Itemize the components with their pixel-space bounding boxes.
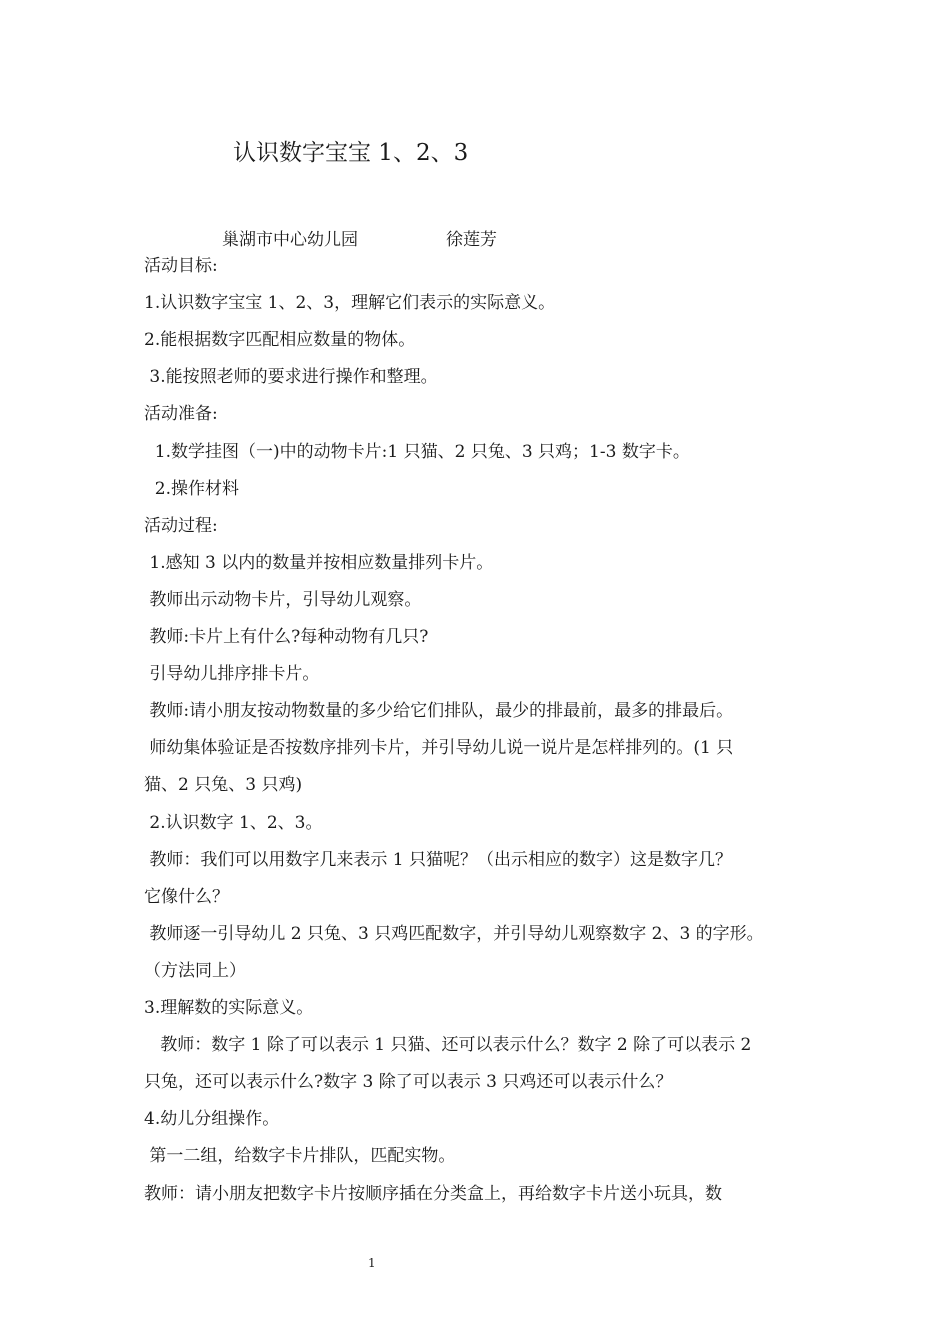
body-line: 活动过程: [144, 516, 218, 536]
body-line: 1.数学挂图（一)中的动物卡片:1 只猫、2 只兔、3 只鸡；1-3 数字卡。 [144, 442, 690, 462]
body-line: 教师:请小朋友按动物数量的多少给它们排队，最少的排最前，最多的排最后。 [144, 701, 734, 721]
body-line: 教师逐一引导幼儿 2 只兔、3 只鸡匹配数字，并引导幼儿观察数字 2、3 的字形。 [144, 924, 764, 944]
body-line: 3.能按照老师的要求进行操作和整理。 [144, 367, 438, 387]
body-line: 活动目标: [144, 256, 218, 276]
body-line: 3.理解数的实际意义。 [144, 998, 314, 1018]
body-line: 教师:卡片上有什么?每种动物有几只? [144, 627, 429, 647]
body-line: 第一二组，给数字卡片排队，匹配实物。 [144, 1146, 456, 1166]
body-line: 教师出示动物卡片，引导幼儿观察。 [144, 590, 422, 610]
body-line: （方法同上） [144, 961, 246, 981]
body-line: 2.认识数字 1、2、3。 [144, 813, 323, 833]
body-line: 引导幼儿排序排卡片。 [144, 664, 320, 684]
body-line: 师幼集体验证是否按数序排列卡片，并引导幼儿说一说片是怎样排列的。(1 只 [144, 738, 734, 758]
body-line: 活动准备: [144, 404, 218, 424]
author-line [222, 225, 497, 250]
author-name: 徐莲芳 [446, 230, 497, 250]
body-line: 教师：我们可以用数字几来表示 1 只猫呢？（出示相应的数字）这是数字几？ [144, 850, 733, 870]
body-line: 2.能根据数字匹配相应数量的物体。 [144, 330, 416, 350]
body-line: 1.感知 3 以内的数量并按相应数量排列卡片。 [144, 553, 494, 573]
body-line: 它像什么？ [144, 887, 229, 907]
body-line: 1.认识数字宝宝 1、2、3，理解它们表示的实际意义。 [144, 293, 556, 313]
body-line: 只兔，还可以表示什么?数字 3 除了可以表示 3 只鸡还可以表示什么？ [144, 1072, 673, 1092]
body-line: 猫、2 只兔、3 只鸡) [144, 775, 303, 795]
body-line: 4.幼儿分组操作。 [144, 1109, 280, 1129]
page-number: 1 [368, 1256, 376, 1270]
body-line: 教师：请小朋友把数字卡片按顺序插在分类盒上，再给数字卡片送小玩具，数 [144, 1184, 722, 1204]
body-line: 教师：数字 1 除了可以表示 1 只猫、还可以表示什么？数字 2 除了可以表示 2 [144, 1035, 752, 1055]
author-school: 巢湖市中心幼儿园 [222, 230, 358, 250]
body-line: 2.操作材料 [144, 479, 240, 499]
document-title: 认识数字宝宝 1、2、3 [233, 140, 469, 166]
